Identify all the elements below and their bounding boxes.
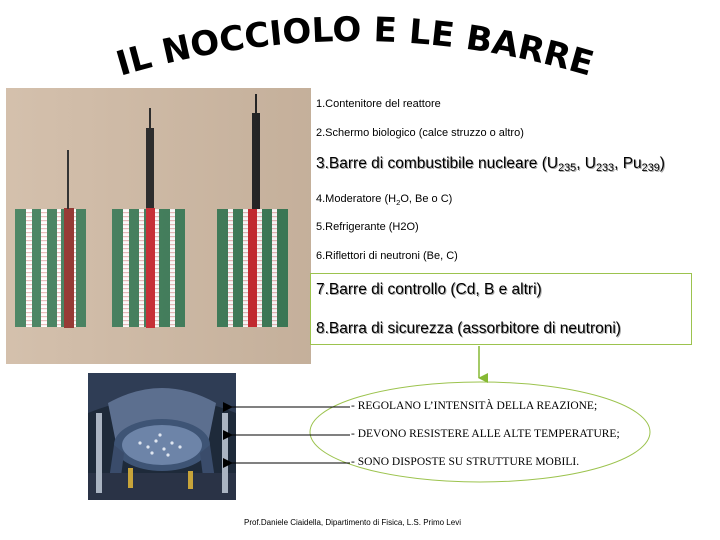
legend-item-7: 7.Barre di controllo (Cd, B e altri) (316, 281, 542, 298)
legend-item-8: 8.Barra di sicurezza (assorbitore di neutroni) (316, 320, 621, 337)
note-line-2: - DEVONO RESISTERE ALLE ALTE TEMPERATURE; (351, 428, 620, 440)
note-line-3: - SONO DISPOSTE SU STRUTTURE MOBILI. (351, 456, 580, 468)
title-text: IL NOCCIOLO E LE BARRE (111, 14, 598, 84)
legend-item-5: 5.Refrigerante (H2O) (316, 221, 419, 233)
page-title (110, 14, 600, 84)
reactor-diagram (6, 88, 311, 364)
reactor-core-photo (88, 373, 236, 500)
author-credit: Prof.Daniele Ciaidella, Dipartimento di Fisica, L.S. Primo Levi (244, 518, 461, 527)
note-line-1: - REGOLANO L’INTENSITÀ DELLA REAZIONE; (351, 400, 598, 412)
legend-item-6: 6.Riflettori di neutroni (Be, C) (316, 250, 458, 262)
legend-item-2: 2.Schermo biologico (calce struzzo o altro) (316, 127, 524, 139)
legend-item-4: 4.Moderatore ($H_2O$, Be o C) (316, 193, 453, 207)
legend-item-3: 3.Barre di combustibile nucleare ($U_{235}$, $U_{233}$, $Pu_{239}$) (316, 155, 665, 174)
legend-item-1: 1.Contenitore del reattore (316, 98, 441, 110)
